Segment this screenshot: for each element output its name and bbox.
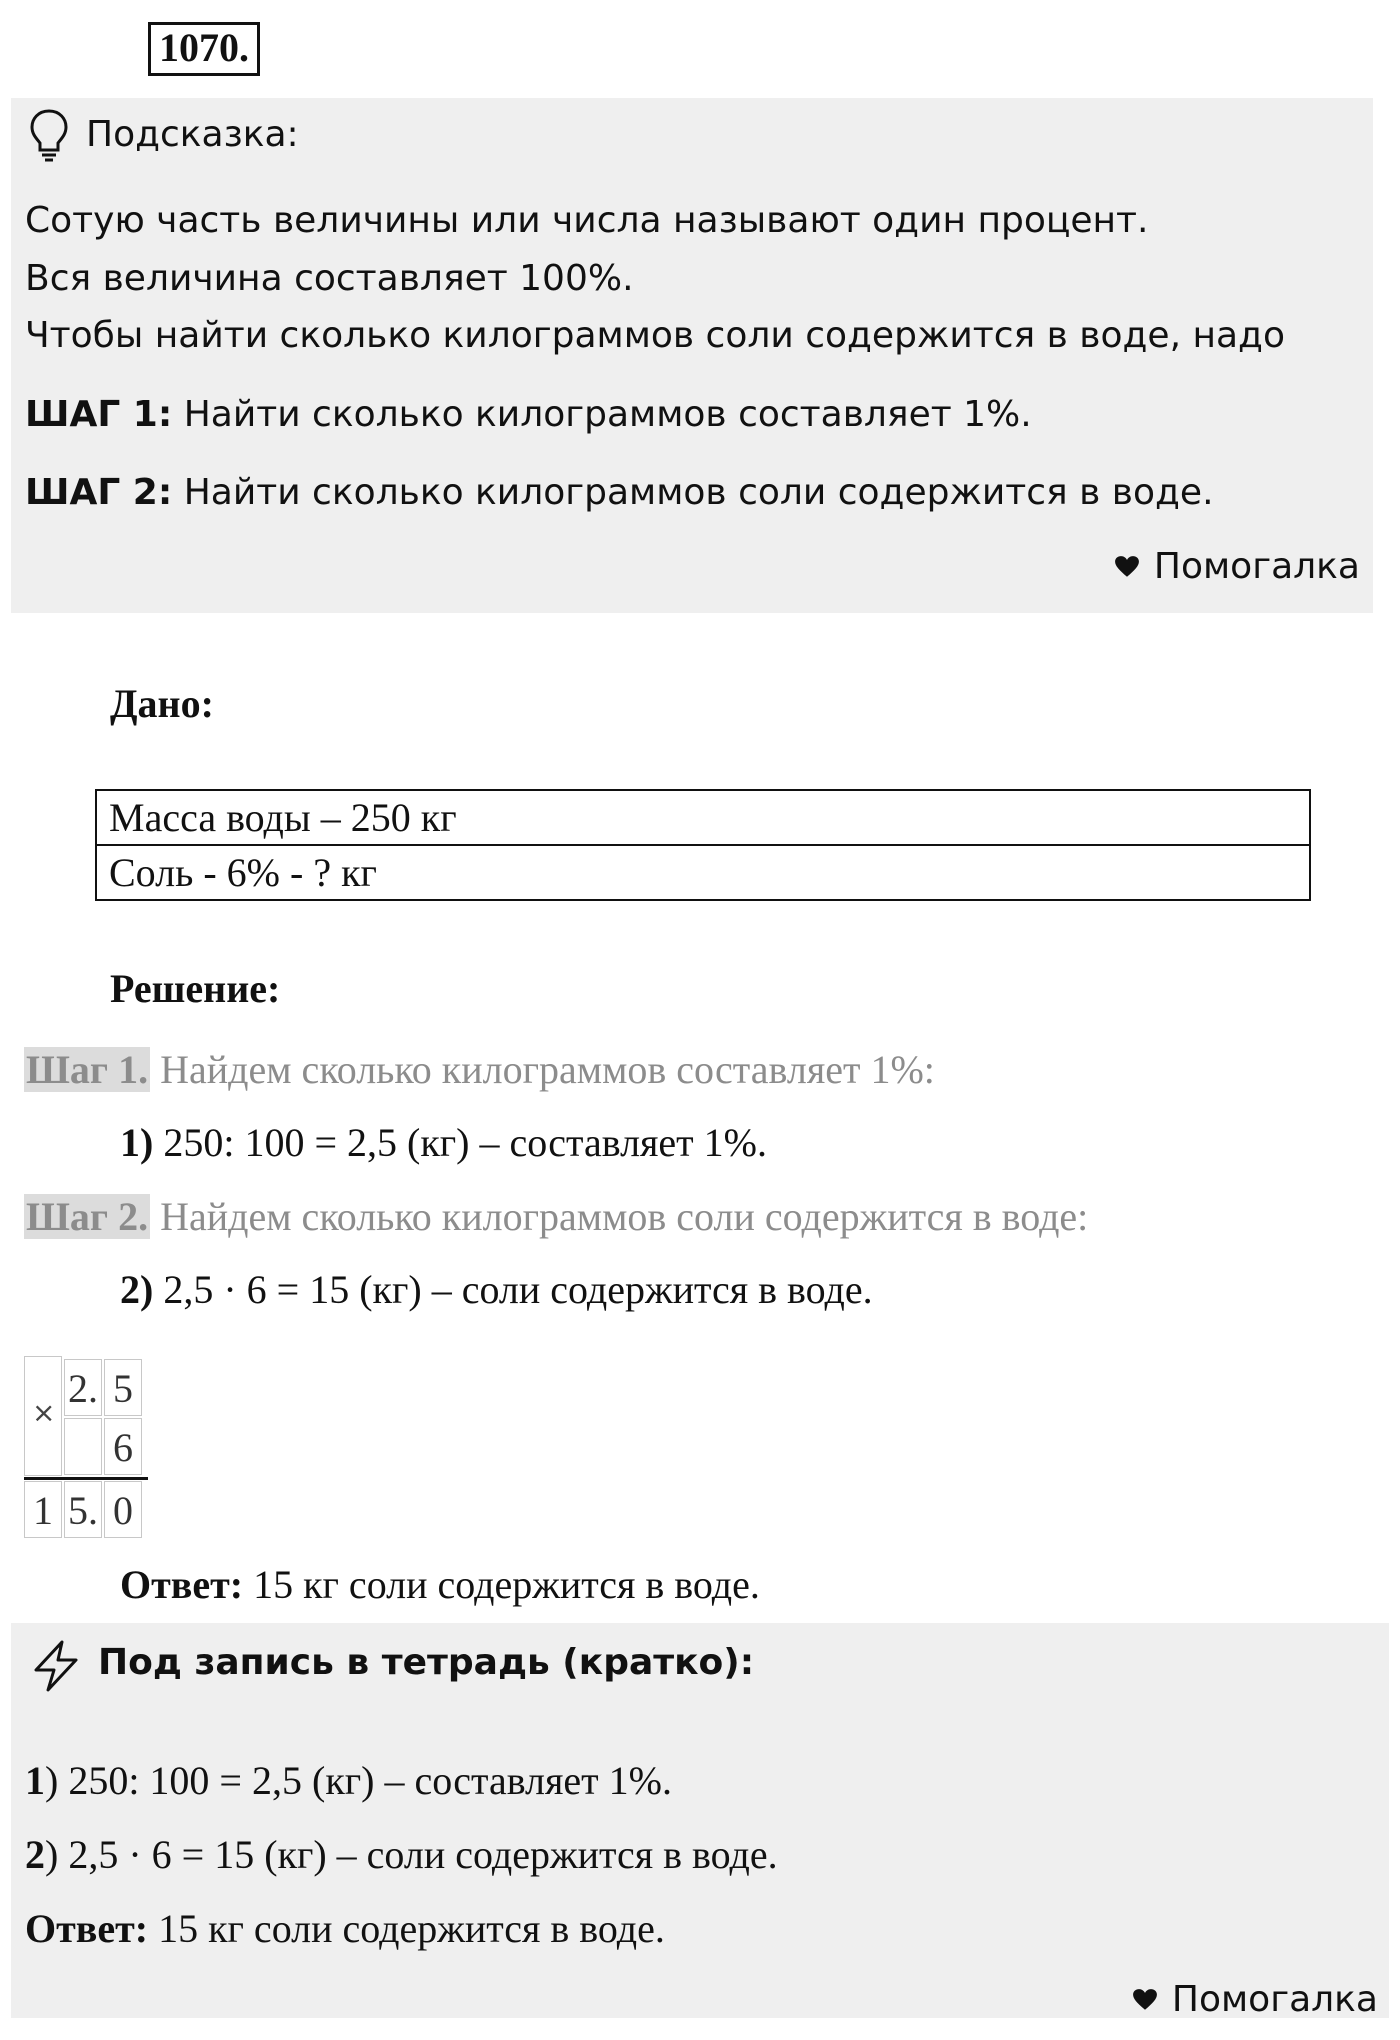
step-1-text: Найдем сколько килограммов составляет 1%:: [160, 1047, 935, 1092]
calc-line-2: [120, 1265, 873, 1315]
solution-step-1: [24, 1045, 935, 1095]
table-row: [96, 790, 1310, 845]
notebook-credit-label: Помогалка: [1171, 1979, 1378, 2020]
hint-title: Подсказка:: [86, 114, 299, 155]
notebook-line-2-number: 2: [25, 1832, 45, 1877]
multiply-sign: ×: [32, 1396, 56, 1429]
given-heading: Дано:: [110, 681, 214, 726]
notebook-line-1-number: 1: [25, 1758, 45, 1803]
calc-1-number: 1): [120, 1120, 154, 1165]
notebook-line-2-text: ) 2,5 · 6 = 15 (кг) – соли содержится в воде.: [45, 1832, 778, 1877]
notebook-answer-text: 15 кг соли содержится в воде.: [158, 1906, 665, 1951]
grid-cell: [64, 1418, 102, 1475]
answer-line: [120, 1560, 760, 1610]
hint-step-1: [25, 393, 1032, 437]
notebook-line-2: [25, 1830, 778, 1880]
step-2-text: Найдем сколько килограммов соли содержится в воде:: [160, 1194, 1089, 1239]
given-row-2: Соль - 6% - ? кг: [96, 845, 1310, 900]
notebook-title: Под запись в тетрадь (кратко):: [98, 1642, 755, 1683]
sum-line: [24, 1477, 148, 1480]
hint-step-1-label: ШАГ 1:: [25, 394, 173, 435]
column-multiplication: [24, 1356, 148, 1538]
table-row: [96, 845, 1310, 900]
step-1-label: Шаг 1.: [26, 1047, 149, 1092]
answer-label: Ответ:: [120, 1562, 244, 1607]
grid-cell: 6: [104, 1418, 142, 1475]
grid-cell: 5.: [64, 1481, 102, 1538]
grid-cell: 2.: [64, 1359, 102, 1416]
notebook-credit: [1132, 1978, 1378, 2022]
calc-line-1: [120, 1118, 767, 1168]
heart-icon: [1114, 554, 1140, 580]
step-2-label: Шаг 2.: [26, 1194, 149, 1239]
grid-cell: 0: [104, 1481, 142, 1538]
notebook-line-1-text: ) 250: 100 = 2,5 (кг) – составляет 1%.: [45, 1758, 672, 1803]
given-table: [95, 789, 1311, 901]
hint-line-2: Вся величина составляет 100%.: [25, 258, 634, 299]
solution-step-2: [24, 1192, 1088, 1242]
hint-step-2: [25, 471, 1214, 515]
problem-number: 1070.: [148, 22, 260, 76]
grid-cell: 1: [24, 1481, 62, 1538]
grid-cell: 5: [104, 1359, 142, 1416]
hint-credit-label: Помогалка: [1153, 546, 1360, 587]
hint-line-3: Чтобы найти сколько килограммов соли содержится в воде, надо: [25, 315, 1285, 356]
given-row-1: Масса воды – 250 кг: [96, 790, 1310, 845]
calc-2-number: 2): [120, 1267, 154, 1312]
heart-icon: [1132, 1987, 1158, 2013]
calc-2-text: 2,5 · 6 = 15 (кг) – соли содержится в воде.: [163, 1267, 873, 1312]
hint-line-1: Сотую часть величины или числа называют один процент.: [25, 200, 1149, 241]
notebook-answer-label: Ответ:: [25, 1906, 149, 1951]
lightning-icon: [28, 1638, 84, 1694]
hint-credit: [1114, 545, 1360, 589]
notebook-answer: [25, 1904, 665, 1954]
hint-step-2-text: Найти сколько килограммов соли содержится в воде.: [183, 472, 1214, 513]
solution-heading: Решение:: [110, 966, 281, 1011]
hint-step-1-text: Найти сколько килограммов составляет 1%.: [183, 394, 1032, 435]
notebook-line-1: [25, 1756, 672, 1806]
answer-text: 15 кг соли содержится в воде.: [253, 1562, 760, 1607]
lightbulb-icon: [28, 108, 70, 162]
hint-step-2-label: ШАГ 2:: [25, 472, 173, 513]
calc-1-text: 250: 100 = 2,5 (кг) – составляет 1%.: [163, 1120, 767, 1165]
